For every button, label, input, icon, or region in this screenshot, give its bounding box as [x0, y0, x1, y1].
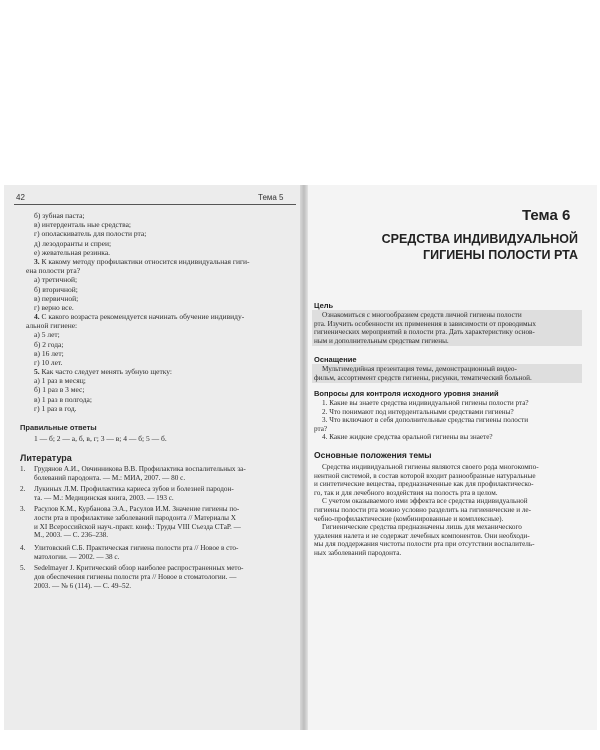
main-line: и синтетические вещества, предназначенные как для профилактическо-	[314, 480, 534, 489]
question-item: 3. Что включают в себя дополнительные средства гигиены полости	[322, 416, 529, 425]
literature-line: М., 2003. — С. 236–238.	[34, 531, 109, 540]
literature-body	[34, 505, 241, 540]
main-line: го, так и для лечебного воздействия на полость рта в целом.	[314, 488, 498, 497]
literature-line: 2003. — № 6 (114). — С. 49–52.	[34, 581, 132, 590]
answers-heading: Правильные ответы	[20, 423, 97, 432]
question-text-line: С какого возраста рекомендуется начинать обучение индивиду-	[39, 312, 245, 321]
literature-item	[20, 544, 292, 562]
option-line: а) 1 раз в месяц;	[34, 376, 86, 386]
literature-number: 2.	[20, 485, 26, 493]
literature-line: дов обеспечения гигиены полости рта // Новое в стоматологии. —	[34, 572, 237, 581]
option-line: г) верно все.	[34, 303, 74, 313]
option-line: в) первичной;	[34, 293, 79, 303]
literature-line: Лукиных Л.М. Профилактика кариеса зубов и болезней пародон-	[34, 485, 234, 493]
goal-line: гигиенических мероприятий в полости рта. Дать характеристику основ-	[314, 328, 535, 337]
literature-body	[34, 485, 234, 503]
literature-line: лости рта в профилактике заболеваний пародонта // Материалы X	[34, 513, 236, 522]
literature-item	[20, 564, 292, 591]
question-5	[34, 367, 172, 413]
goal-line: рта. Изучить особенности их применения в зависимости от проводимых	[314, 319, 536, 328]
literature-number: 5.	[20, 564, 26, 572]
main-line: мы для поддержания чистоты полости рта при отсутствии воспалитель-	[314, 540, 535, 549]
literature-line: болеваний пародонта. — М.: МИА, 2007. — 80 с.	[34, 473, 186, 482]
main-heading: Основные положения темы	[314, 450, 432, 460]
question-text	[34, 257, 250, 266]
literature-line: та. — М.: Медицинская книга, 2003. — 193 с.	[34, 493, 174, 502]
questions-list	[314, 399, 529, 442]
option-line: а) 5 лет;	[34, 330, 60, 340]
option-line: б) вторичной;	[34, 284, 78, 294]
goal-line: Ознакомиться с многообразием средств личной гигиены полости	[322, 311, 522, 319]
option-line: д) лезодоранты и спреи;	[34, 238, 112, 248]
header-rule	[14, 204, 296, 205]
main-line: гигиены полости рта можно условно разделить на гигиенические и ле-	[314, 505, 532, 514]
main-line: чебно-профилактические (комбинированные и комплексные).	[314, 514, 504, 523]
theme-title	[308, 231, 578, 263]
question-item: рта?	[314, 424, 328, 433]
questions-heading: Вопросы для контроля исходного уровня знаний	[314, 389, 499, 398]
answer-options-q2	[34, 211, 146, 257]
literature-line: и XI Всероссийской науч.-практ. конф.: Труды VIII Съезда СТаР. —	[34, 522, 241, 531]
question-text	[34, 312, 244, 321]
main-line: удаления налета и не содержат лечебных компонентов. Они необходи-	[314, 531, 530, 540]
question-text-line: альной гигиене:	[26, 321, 78, 331]
running-head: Тема 5	[258, 193, 284, 202]
option-line: б) 1 раз в 3 мес;	[34, 385, 85, 395]
question-item: 2. Что понимают под интердентальными средствами гигиены?	[322, 407, 514, 416]
main-line: нентной системой, в состав которой входит разнообразные натуральные	[314, 471, 536, 480]
question-number: 4.	[34, 312, 40, 321]
question-text-line: Как часто следует менять зубную щетку:	[39, 367, 173, 376]
question-number: 3.	[34, 257, 40, 266]
equipment-line: Мультимедийная презентация темы, демонстрационный видео-	[322, 365, 517, 373]
main-text	[314, 463, 539, 558]
option-line: в) 1 раз в полгода;	[34, 394, 92, 404]
literature-line: Грудянов А.И., Овчинникова В.В. Профилактика воспалительных за-	[34, 465, 246, 473]
main-line: Гигиенические средства предназначены лишь для механического	[322, 523, 522, 532]
literature-number: 4.	[20, 544, 26, 552]
theme-title-line: СРЕДСТВА ИНДИВИДУАЛЬНОЙ	[381, 232, 578, 246]
question-text-line: ена полости рта?	[26, 266, 81, 276]
literature-body	[34, 465, 246, 483]
literature-item	[20, 505, 292, 541]
literature-item	[20, 465, 292, 483]
literature-line: Sedelmayer J. Критический обзор наиболее распространенных мето-	[34, 564, 244, 572]
literature-body	[34, 544, 238, 562]
option-line: в) интерденталь ные средства;	[34, 220, 132, 230]
question-item: 1. Какие вы знаете средства индивидуальной гигиены полости рта?	[322, 399, 529, 407]
goal-heading: Цель	[314, 301, 334, 310]
literature-line: Расулов К.М., Курбанова Э.А., Расулов И.М. Значение гигиены по-	[34, 505, 240, 513]
main-line: Средства индивидуальной гигиены являются своего рода многокомпо-	[322, 463, 539, 471]
theme-title-line: ГИГИЕНЫ ПОЛОСТИ РТА	[423, 248, 578, 262]
question-text-line: К какому методу профилактики относится индивидуальная гиги-	[39, 257, 250, 266]
option-line: г) 10 лет.	[34, 358, 63, 368]
goal-text	[314, 311, 536, 345]
goal-line: ным и дополнительным средствам гигиены.	[314, 336, 449, 345]
main-line: ных заболеваний пародонта.	[314, 548, 402, 557]
literature-number: 1.	[20, 465, 26, 473]
option-line: б) зубная паста;	[34, 211, 85, 220]
option-line: а) третичной;	[34, 275, 78, 285]
literature-line: Улитовский С.Б. Практическая гигиена полости рта // Новое в сто-	[34, 544, 239, 552]
literature-item	[20, 485, 292, 503]
question-3	[26, 257, 250, 313]
option-line: б) 2 года;	[34, 339, 64, 349]
option-line: е) жевательная резинка.	[34, 247, 111, 257]
literature-line: матологии. — 2002. — 38 с.	[34, 552, 120, 561]
question-4	[26, 312, 245, 368]
literature-heading: Литература	[20, 453, 72, 463]
literature-body	[34, 564, 243, 590]
question-number: 5.	[34, 367, 40, 376]
question-text	[34, 367, 172, 376]
page-number: 42	[16, 193, 25, 202]
literature-number: 3.	[20, 505, 26, 513]
theme-label: Тема 6	[522, 207, 571, 224]
book-gutter	[300, 185, 308, 730]
equipment-text	[314, 365, 532, 382]
question-item: 4. Какие жидкие средства оральной гигиены вы знаете?	[322, 433, 493, 442]
option-line: в) 16 лет;	[34, 348, 64, 358]
option-line: г) ополаскиватель для полости рта;	[34, 229, 147, 239]
option-line: г) 1 раз в год.	[34, 403, 77, 413]
equipment-line: фильм, ассортимент средств гигиены, рисунки, тематический больной.	[314, 373, 532, 382]
equipment-heading: Оснащение	[314, 355, 357, 364]
answers-text: 1 — б; 2 — а, б, в, г; 3 — в; 4 — б; 5 — б.	[34, 434, 167, 443]
main-line: С учетом оказываемого ими эффекта все средства индивидуальной	[322, 497, 528, 506]
